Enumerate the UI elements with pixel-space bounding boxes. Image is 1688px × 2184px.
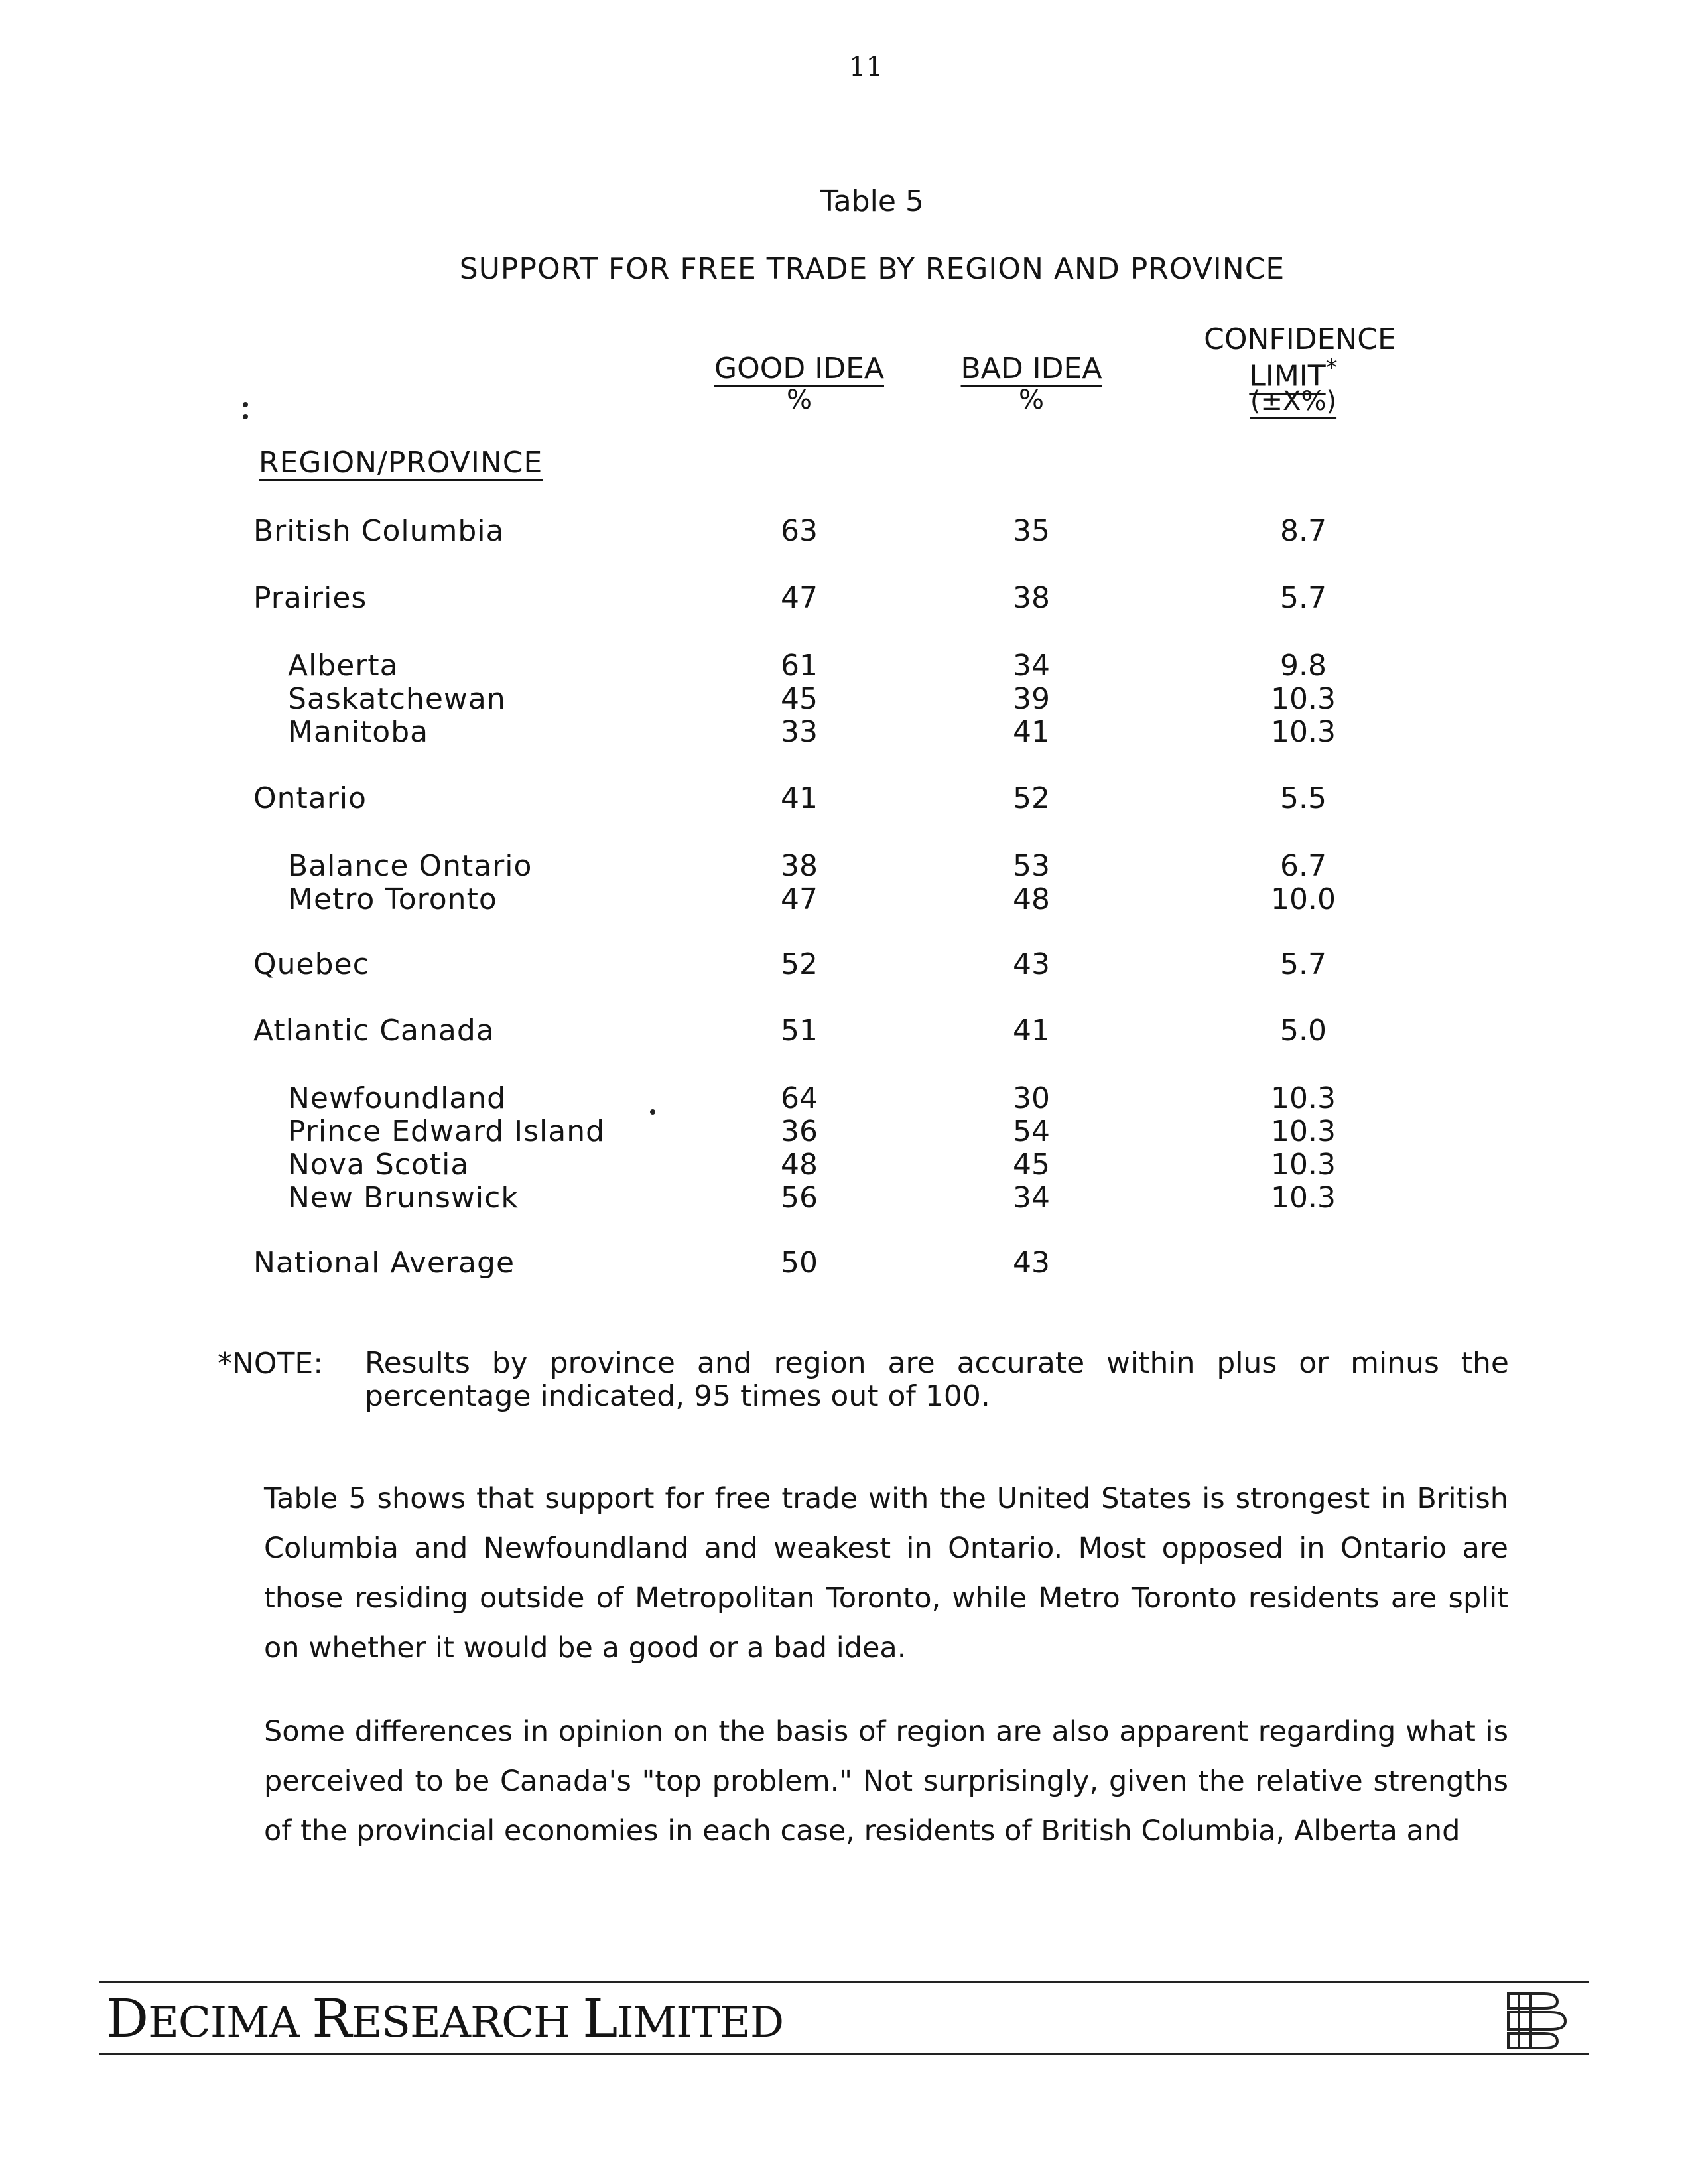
bad-idea-value: 41 bbox=[1013, 715, 1050, 749]
bad-idea-value: 34 bbox=[1013, 1181, 1050, 1215]
footer-brand bbox=[106, 1988, 783, 2049]
row-label: Prince Edward Island bbox=[288, 1115, 606, 1148]
confidence-value: 10.3 bbox=[1271, 1081, 1336, 1115]
confidence-value: 5.5 bbox=[1280, 782, 1327, 815]
bad-idea-value: 52 bbox=[1013, 782, 1050, 815]
table-row bbox=[0, 882, 1688, 920]
table-row bbox=[0, 715, 1688, 752]
bad-idea-value: 30 bbox=[1013, 1081, 1050, 1115]
table-row bbox=[0, 1246, 1688, 1283]
bad-idea-value: 41 bbox=[1013, 1014, 1050, 1048]
brand-text: ECIMA bbox=[148, 1998, 312, 2047]
stray-mark bbox=[243, 414, 248, 419]
bad-idea-value: 43 bbox=[1013, 947, 1050, 981]
row-label: British Columbia bbox=[253, 514, 505, 548]
good-idea-value: 61 bbox=[781, 649, 818, 683]
column-unit-confidence-label: (±X%) bbox=[1250, 386, 1337, 417]
row-label: Saskatchewan bbox=[288, 682, 506, 716]
confidence-asterisk: * bbox=[1325, 354, 1338, 381]
table-row bbox=[0, 1115, 1688, 1152]
good-idea-value: 45 bbox=[781, 682, 818, 716]
table-row bbox=[0, 947, 1688, 985]
row-label: Quebec bbox=[253, 947, 369, 981]
table-row bbox=[0, 682, 1688, 719]
bad-idea-value: 34 bbox=[1013, 649, 1050, 683]
stray-mark bbox=[243, 402, 248, 407]
confidence-value: 10.3 bbox=[1271, 1181, 1336, 1215]
good-idea-value: 63 bbox=[781, 514, 818, 548]
brand-text: IMITED bbox=[617, 1998, 784, 2047]
good-idea-value: 36 bbox=[781, 1115, 818, 1148]
bad-idea-value: 53 bbox=[1013, 849, 1050, 883]
good-idea-value: 50 bbox=[781, 1246, 818, 1280]
good-idea-value: 64 bbox=[781, 1081, 818, 1115]
column-unit-bad: % bbox=[1018, 385, 1044, 415]
table-row bbox=[0, 581, 1688, 618]
table-row bbox=[0, 782, 1688, 819]
confidence-value: 9.8 bbox=[1280, 649, 1327, 683]
page-number: 11 bbox=[849, 52, 883, 82]
brand-initial: R bbox=[312, 1988, 352, 2049]
good-idea-value: 56 bbox=[781, 1181, 818, 1215]
table-row bbox=[0, 514, 1688, 551]
row-label: New Brunswick bbox=[288, 1181, 519, 1215]
table-row bbox=[0, 1014, 1688, 1051]
row-label: Newfoundland bbox=[288, 1081, 507, 1115]
column-header-good-label: GOOD IDEA bbox=[714, 352, 884, 385]
confidence-value: 10.3 bbox=[1271, 715, 1336, 749]
table-label: Table 5 bbox=[820, 184, 924, 218]
body-paragraph: Table 5 shows that support for free trade with the United States is strongest in British Columbia and Newfoundland and weakest in Ontario. Most opposed in Ontario are those residing outside of Metropolitan Toronto, while Metro Toronto residents are split on whether it would be a good or a bad idea. bbox=[264, 1482, 1508, 1665]
bad-idea-value: 35 bbox=[1013, 514, 1050, 548]
confidence-value: 10.3 bbox=[1271, 682, 1336, 716]
table-row bbox=[0, 649, 1688, 686]
column-unit-confidence bbox=[1201, 386, 1386, 417]
brand-text: ESEARCH bbox=[351, 1998, 583, 2047]
column-header-bad bbox=[942, 352, 1121, 385]
confidence-value: 6.7 bbox=[1280, 849, 1327, 883]
row-label: Balance Ontario bbox=[288, 849, 533, 883]
table-row bbox=[0, 1181, 1688, 1218]
bad-idea-value: 39 bbox=[1013, 682, 1050, 716]
bad-idea-value: 54 bbox=[1013, 1115, 1050, 1148]
table-row bbox=[0, 849, 1688, 886]
table-row bbox=[0, 1081, 1688, 1119]
row-label: Atlantic Canada bbox=[253, 1014, 495, 1048]
column-header-bad-label: BAD IDEA bbox=[960, 352, 1102, 385]
good-idea-value: 38 bbox=[781, 849, 818, 883]
note-label: *NOTE: bbox=[218, 1347, 324, 1381]
row-label: National Average bbox=[253, 1246, 515, 1280]
row-label: Prairies bbox=[253, 581, 367, 615]
good-idea-value: 52 bbox=[781, 947, 818, 981]
row-label: Alberta bbox=[288, 649, 399, 683]
table-title: SUPPORT FOR FREE TRADE BY REGION AND PROVINCE bbox=[459, 252, 1285, 286]
column-header-confidence-limit-label: LIMIT bbox=[1249, 359, 1326, 393]
column-header-good bbox=[710, 352, 889, 385]
confidence-value: 5.7 bbox=[1280, 947, 1327, 981]
row-header: REGION/PROVINCE bbox=[259, 446, 543, 480]
row-label: Nova Scotia bbox=[288, 1148, 470, 1182]
confidence-value: 5.7 bbox=[1280, 581, 1327, 615]
row-label: Ontario bbox=[253, 782, 367, 815]
column-unit-good: % bbox=[786, 385, 812, 415]
confidence-value: 8.7 bbox=[1280, 514, 1327, 548]
good-idea-value: 47 bbox=[781, 581, 818, 615]
good-idea-value: 41 bbox=[781, 782, 818, 815]
confidence-value: 10.3 bbox=[1271, 1148, 1336, 1182]
confidence-value: 10.3 bbox=[1271, 1115, 1336, 1148]
bad-idea-value: 48 bbox=[1013, 882, 1050, 916]
good-idea-value: 33 bbox=[781, 715, 818, 749]
bad-idea-value: 38 bbox=[1013, 581, 1050, 615]
row-label: Metro Toronto bbox=[288, 882, 497, 916]
table-row bbox=[0, 1148, 1688, 1185]
body-paragraph: Some differences in opinion on the basis of region are also apparent regarding what is perceived to be Canada's "top problem." Not surprisingly, given the relative strengths of the provincial economies in each case, residents of British Columbia, Alberta and bbox=[264, 1715, 1508, 1848]
bad-idea-value: 43 bbox=[1013, 1246, 1050, 1280]
row-label: Manitoba bbox=[288, 715, 429, 749]
footer-bottom-rule bbox=[99, 2053, 1589, 2055]
stray-mark bbox=[650, 1109, 655, 1115]
good-idea-value: 51 bbox=[781, 1014, 818, 1048]
note-text: Results by province and region are accurate within plus or minus the percentage indicated, 95 times out of 100. bbox=[365, 1346, 1509, 1413]
bad-idea-value: 45 bbox=[1013, 1148, 1050, 1182]
column-header-confidence: CONFIDENCE bbox=[1204, 322, 1396, 356]
company-logo-icon bbox=[1504, 1987, 1571, 2053]
good-idea-value: 47 bbox=[781, 882, 818, 916]
brand-initial: D bbox=[106, 1988, 149, 2049]
confidence-value: 5.0 bbox=[1280, 1014, 1327, 1048]
good-idea-value: 48 bbox=[781, 1148, 818, 1182]
footer-top-rule bbox=[99, 1981, 1589, 1983]
brand-initial: L bbox=[582, 1988, 617, 2049]
confidence-value: 10.0 bbox=[1271, 882, 1336, 916]
